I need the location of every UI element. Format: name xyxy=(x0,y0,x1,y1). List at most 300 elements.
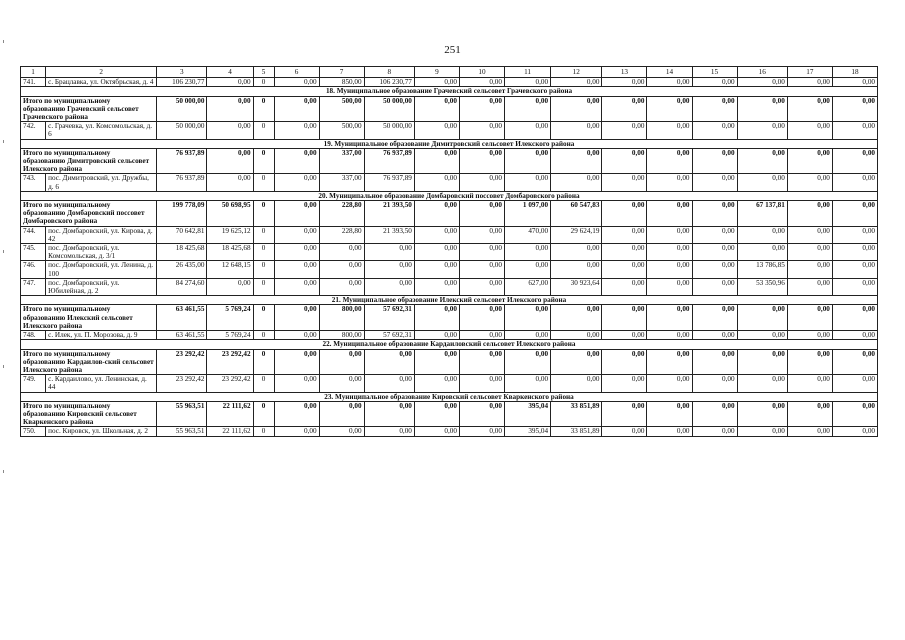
value-cell: 0,00 xyxy=(207,174,253,191)
row-index: 745. xyxy=(21,244,46,261)
value-cell: 0,00 xyxy=(551,174,602,191)
value-cell: 0,00 xyxy=(459,201,504,227)
value-cell: 0,00 xyxy=(602,278,647,295)
value-cell: 0,00 xyxy=(274,226,319,243)
margin-mark xyxy=(3,365,6,368)
row-index: 746. xyxy=(21,261,46,278)
value-cell: 0,00 xyxy=(602,122,647,139)
value-cell: 0,00 xyxy=(647,174,692,191)
column-number-header: 14 xyxy=(647,67,692,78)
value-cell: 0,00 xyxy=(692,375,737,392)
value-cell: 0,00 xyxy=(459,174,504,191)
value-cell: 0,00 xyxy=(414,96,459,122)
value-cell: 0,00 xyxy=(737,122,787,139)
value-cell: 500,00 xyxy=(319,96,364,122)
value-cell: 0,00 xyxy=(692,427,737,436)
column-number-header: 17 xyxy=(787,67,832,78)
value-cell: 0,00 xyxy=(602,96,647,122)
section-header-row xyxy=(21,340,878,349)
value-cell: 23 292,42 xyxy=(207,349,253,375)
value-cell: 0,00 xyxy=(274,78,319,87)
value-cell: 228,80 xyxy=(319,201,364,227)
subtotal-row xyxy=(21,148,878,174)
value-cell: 1 097,00 xyxy=(504,201,550,227)
value-cell: 0,00 xyxy=(832,349,877,375)
value-cell: 0,00 xyxy=(647,401,692,427)
value-cell: 0,00 xyxy=(414,122,459,139)
value-cell: 0,00 xyxy=(319,278,364,295)
value-cell: 0,00 xyxy=(364,261,414,278)
value-cell: 0,00 xyxy=(647,201,692,227)
value-cell: 0,00 xyxy=(551,122,602,139)
value-cell: 60 547,83 xyxy=(551,201,602,227)
value-cell: 0,00 xyxy=(274,427,319,436)
value-cell: 0,00 xyxy=(319,427,364,436)
value-cell: 0,00 xyxy=(647,349,692,375)
value-cell: 0,00 xyxy=(832,375,877,392)
value-cell: 106 230,77 xyxy=(157,78,207,87)
value-cell: 395,04 xyxy=(504,401,550,427)
value-cell: 0,00 xyxy=(647,122,692,139)
value-cell: 21 393,50 xyxy=(364,201,414,227)
value-cell: 76 937,89 xyxy=(157,174,207,191)
column-number-header: 7 xyxy=(319,67,364,78)
value-cell: 0,00 xyxy=(647,375,692,392)
value-cell: 0,00 xyxy=(832,244,877,261)
value-cell: 0,00 xyxy=(414,349,459,375)
value-cell: 0,00 xyxy=(647,331,692,340)
value-cell: 50 000,00 xyxy=(364,96,414,122)
value-cell: 0,00 xyxy=(274,174,319,191)
value-cell: 0,00 xyxy=(207,148,253,174)
value-cell: 57 692,31 xyxy=(364,305,414,331)
value-cell: 0,00 xyxy=(692,331,737,340)
value-cell: 0,00 xyxy=(692,244,737,261)
column-number-header: 10 xyxy=(459,67,504,78)
section-title: 18. Муниципальное образование Грачевский сельсовет Грачевского района xyxy=(21,87,878,96)
section-title: 21. Муниципальное образование Илекский сельсовет Илекского района xyxy=(21,296,878,305)
value-cell: 0,00 xyxy=(319,401,364,427)
value-cell: 0,00 xyxy=(414,226,459,243)
value-cell: 106 230,77 xyxy=(364,78,414,87)
value-cell: 0,00 xyxy=(551,331,602,340)
table-row xyxy=(21,226,878,243)
value-cell: 0,00 xyxy=(647,305,692,331)
column-number-header: 1 xyxy=(21,67,46,78)
value-cell: 0,00 xyxy=(602,244,647,261)
value-cell: 0,00 xyxy=(504,122,550,139)
value-cell: 0,00 xyxy=(274,122,319,139)
value-cell: 0,00 xyxy=(602,261,647,278)
value-cell: 0,00 xyxy=(459,122,504,139)
address-cell: пос. Домбаровский, ул. Юбилейная, д. 2 xyxy=(46,278,157,295)
value-cell: 0,00 xyxy=(414,201,459,227)
value-cell: 0,00 xyxy=(274,148,319,174)
value-cell: 0,00 xyxy=(459,427,504,436)
value-cell: 12 648,15 xyxy=(207,261,253,278)
margin-mark xyxy=(3,470,6,473)
value-cell: 0,00 xyxy=(692,226,737,243)
value-cell: 29 624,19 xyxy=(551,226,602,243)
value-cell: 0,00 xyxy=(364,244,414,261)
column-number-header: 18 xyxy=(832,67,877,78)
value-cell: 0,00 xyxy=(787,148,832,174)
value-cell: 0 xyxy=(253,349,274,375)
value-cell: 395,04 xyxy=(504,427,550,436)
column-number-header: 13 xyxy=(602,67,647,78)
value-cell: 18 425,68 xyxy=(207,244,253,261)
value-cell: 0,00 xyxy=(459,78,504,87)
margin-mark xyxy=(3,140,6,143)
value-cell: 0,00 xyxy=(692,122,737,139)
value-cell: 22 111,62 xyxy=(207,427,253,436)
value-cell: 21 393,50 xyxy=(364,226,414,243)
value-cell: 0,00 xyxy=(414,401,459,427)
value-cell: 0,00 xyxy=(647,78,692,87)
value-cell: 0,00 xyxy=(602,226,647,243)
value-cell: 0,00 xyxy=(274,96,319,122)
address-cell: с. Илек, ул. П. Морозова, д. 9 xyxy=(46,331,157,340)
address-cell: с. Кардаилово, ул. Ленинская, д. 44 xyxy=(46,375,157,392)
value-cell: 0,00 xyxy=(737,96,787,122)
value-cell: 0 xyxy=(253,226,274,243)
row-index: 742. xyxy=(21,122,46,139)
section-title: 22. Муниципальное образование Кардаиловский сельсовет Илекского района xyxy=(21,340,878,349)
value-cell: 0,00 xyxy=(459,401,504,427)
value-cell: 0 xyxy=(253,96,274,122)
value-cell: 63 461,55 xyxy=(157,331,207,340)
value-cell: 0,00 xyxy=(504,78,550,87)
value-cell: 0,00 xyxy=(551,244,602,261)
value-cell: 0,00 xyxy=(459,261,504,278)
row-index: 744. xyxy=(21,226,46,243)
column-number-header: 4 xyxy=(207,67,253,78)
subtotal-label: Итого по муниципальному образованию Домбаровский поссовет Домбаровского района xyxy=(21,201,157,227)
value-cell: 18 425,68 xyxy=(157,244,207,261)
value-cell: 0 xyxy=(253,78,274,87)
value-cell: 50 698,95 xyxy=(207,201,253,227)
value-cell: 0 xyxy=(253,122,274,139)
value-cell: 0,00 xyxy=(602,305,647,331)
value-cell: 0,00 xyxy=(647,278,692,295)
value-cell: 0,00 xyxy=(414,261,459,278)
value-cell: 0,00 xyxy=(692,96,737,122)
value-cell: 0,00 xyxy=(692,78,737,87)
section-header-row xyxy=(21,296,878,305)
value-cell: 0,00 xyxy=(787,278,832,295)
value-cell: 0,00 xyxy=(692,349,737,375)
value-cell: 0,00 xyxy=(207,278,253,295)
table-row xyxy=(21,174,878,191)
value-cell: 0,00 xyxy=(602,174,647,191)
value-cell: 0,00 xyxy=(274,349,319,375)
value-cell: 0,00 xyxy=(414,278,459,295)
value-cell: 0,00 xyxy=(737,349,787,375)
value-cell: 0,00 xyxy=(274,401,319,427)
subtotal-row xyxy=(21,349,878,375)
value-cell: 30 923,64 xyxy=(551,278,602,295)
value-cell: 0,00 xyxy=(459,349,504,375)
value-cell: 0,00 xyxy=(504,244,550,261)
value-cell: 0,00 xyxy=(647,226,692,243)
value-cell: 0,00 xyxy=(274,244,319,261)
value-cell: 76 937,89 xyxy=(364,174,414,191)
value-cell: 0,00 xyxy=(832,96,877,122)
page-number: 251 xyxy=(444,44,461,56)
row-index: 749. xyxy=(21,375,46,392)
value-cell: 23 292,42 xyxy=(207,375,253,392)
value-cell: 0,00 xyxy=(832,305,877,331)
value-cell: 0,00 xyxy=(274,305,319,331)
row-index: 747. xyxy=(21,278,46,295)
value-cell: 0,00 xyxy=(207,96,253,122)
value-cell: 0,00 xyxy=(459,244,504,261)
value-cell: 0,00 xyxy=(274,278,319,295)
value-cell: 0,00 xyxy=(504,148,550,174)
value-cell: 0,00 xyxy=(364,278,414,295)
value-cell: 13 786,85 xyxy=(737,261,787,278)
column-number-header: 3 xyxy=(157,67,207,78)
value-cell: 0,00 xyxy=(504,174,550,191)
value-cell: 0,00 xyxy=(737,305,787,331)
section-header-row xyxy=(21,191,878,200)
subtotal-label: Итого по муниципальному образованию Кировский сельсовет Кваркенского района xyxy=(21,401,157,427)
value-cell: 0,00 xyxy=(319,375,364,392)
margin-mark xyxy=(3,40,6,43)
value-cell: 0,00 xyxy=(504,96,550,122)
value-cell: 67 137,81 xyxy=(737,201,787,227)
value-cell: 0,00 xyxy=(602,148,647,174)
column-number-header: 15 xyxy=(692,67,737,78)
value-cell: 0,00 xyxy=(737,244,787,261)
value-cell: 53 350,96 xyxy=(737,278,787,295)
value-cell: 0,00 xyxy=(414,305,459,331)
value-cell: 0,00 xyxy=(832,226,877,243)
value-cell: 0,00 xyxy=(414,331,459,340)
value-cell: 0,00 xyxy=(737,148,787,174)
value-cell: 500,00 xyxy=(319,122,364,139)
value-cell: 0,00 xyxy=(319,261,364,278)
value-cell: 0,00 xyxy=(459,375,504,392)
value-cell: 57 692,31 xyxy=(364,331,414,340)
subtotal-row xyxy=(21,401,878,427)
value-cell: 50 000,00 xyxy=(157,122,207,139)
value-cell: 0,00 xyxy=(504,331,550,340)
value-cell: 0,00 xyxy=(364,375,414,392)
address-cell: пос. Домбаровский, ул. Комсомольская, д. 3/1 xyxy=(46,244,157,261)
value-cell: 0,00 xyxy=(647,96,692,122)
value-cell: 0,00 xyxy=(551,349,602,375)
value-cell: 0,00 xyxy=(692,401,737,427)
value-cell: 84 274,60 xyxy=(157,278,207,295)
value-cell: 0,00 xyxy=(274,201,319,227)
value-cell: 0,00 xyxy=(787,226,832,243)
value-cell: 55 963,51 xyxy=(157,401,207,427)
value-cell: 0,00 xyxy=(551,261,602,278)
value-cell: 0,00 xyxy=(414,427,459,436)
table-row xyxy=(21,261,878,278)
value-cell: 0,00 xyxy=(787,78,832,87)
value-cell: 0,00 xyxy=(274,261,319,278)
value-cell: 0,00 xyxy=(737,401,787,427)
address-cell: пос. Димитровский, ул. Дружбы, д. 6 xyxy=(46,174,157,191)
value-cell: 0,00 xyxy=(207,122,253,139)
column-number-header: 5 xyxy=(253,67,274,78)
table-row xyxy=(21,427,878,436)
value-cell: 0,00 xyxy=(787,401,832,427)
value-cell: 0,00 xyxy=(459,278,504,295)
value-cell: 800,00 xyxy=(319,305,364,331)
value-cell: 0 xyxy=(253,148,274,174)
value-cell: 0,00 xyxy=(737,226,787,243)
column-number-header: 6 xyxy=(274,67,319,78)
column-number-header: 16 xyxy=(737,67,787,78)
value-cell: 23 292,42 xyxy=(157,349,207,375)
section-header-row xyxy=(21,392,878,401)
value-cell: 0,00 xyxy=(787,375,832,392)
value-cell: 0,00 xyxy=(504,375,550,392)
value-cell: 0,00 xyxy=(602,401,647,427)
value-cell: 0 xyxy=(253,331,274,340)
value-cell: 0,00 xyxy=(692,174,737,191)
section-title: 20. Муниципальное образование Домбаровский поссовет Домбаровского района xyxy=(21,191,878,200)
value-cell: 0,00 xyxy=(787,331,832,340)
value-cell: 5 769,24 xyxy=(207,305,253,331)
value-cell: 0 xyxy=(253,305,274,331)
value-cell: 0 xyxy=(253,174,274,191)
value-cell: 0,00 xyxy=(692,261,737,278)
value-cell: 0,00 xyxy=(832,148,877,174)
subtotal-label: Итого по муниципальному образованию Илекский сельсовет Илекского района xyxy=(21,305,157,331)
value-cell: 5 769,24 xyxy=(207,331,253,340)
section-title: 23. Муниципальное образование Кировский сельсовет Кваркенского района xyxy=(21,392,878,401)
table-row xyxy=(21,375,878,392)
value-cell: 0,00 xyxy=(737,331,787,340)
value-cell: 0,00 xyxy=(692,305,737,331)
value-cell: 0,00 xyxy=(692,148,737,174)
column-number-header: 11 xyxy=(504,67,550,78)
row-index: 743. xyxy=(21,174,46,191)
value-cell: 470,00 xyxy=(504,226,550,243)
subtotal-row xyxy=(21,96,878,122)
row-index: 748. xyxy=(21,331,46,340)
row-index: 750. xyxy=(21,427,46,436)
value-cell: 0,00 xyxy=(832,427,877,436)
value-cell: 0,00 xyxy=(459,305,504,331)
register-table xyxy=(20,66,878,437)
value-cell: 0,00 xyxy=(737,78,787,87)
table-row xyxy=(21,278,878,295)
value-cell: 0,00 xyxy=(602,331,647,340)
value-cell: 23 292,42 xyxy=(157,375,207,392)
value-cell: 26 435,00 xyxy=(157,261,207,278)
value-cell: 63 461,55 xyxy=(157,305,207,331)
value-cell: 55 963,51 xyxy=(157,427,207,436)
subtotal-label: Итого по муниципальному образованию Димитровский сельсовет Илекского района xyxy=(21,148,157,174)
value-cell: 33 851,89 xyxy=(551,427,602,436)
column-number-header: 12 xyxy=(551,67,602,78)
value-cell: 0,00 xyxy=(414,375,459,392)
value-cell: 0,00 xyxy=(504,305,550,331)
value-cell: 0,00 xyxy=(647,244,692,261)
value-cell: 337,00 xyxy=(319,174,364,191)
value-cell: 0,00 xyxy=(414,174,459,191)
value-cell: 0,00 xyxy=(787,261,832,278)
column-number-header: 8 xyxy=(364,67,414,78)
column-number-header: 9 xyxy=(414,67,459,78)
value-cell: 0,00 xyxy=(787,349,832,375)
value-cell: 0,00 xyxy=(832,122,877,139)
value-cell: 0,00 xyxy=(207,78,253,87)
value-cell: 0,00 xyxy=(602,375,647,392)
value-cell: 228,80 xyxy=(319,226,364,243)
value-cell: 0,00 xyxy=(832,78,877,87)
section-header-row xyxy=(21,87,878,96)
value-cell: 0,00 xyxy=(647,427,692,436)
value-cell: 76 937,89 xyxy=(157,148,207,174)
value-cell: 19 625,12 xyxy=(207,226,253,243)
value-cell: 0 xyxy=(253,278,274,295)
subtotal-row xyxy=(21,305,878,331)
value-cell: 0,00 xyxy=(504,261,550,278)
value-cell: 0,00 xyxy=(319,349,364,375)
value-cell: 627,00 xyxy=(504,278,550,295)
value-cell: 0,00 xyxy=(364,427,414,436)
value-cell: 0,00 xyxy=(647,148,692,174)
value-cell: 0,00 xyxy=(832,331,877,340)
value-cell: 50 000,00 xyxy=(157,96,207,122)
value-cell: 0,00 xyxy=(551,148,602,174)
value-cell: 199 778,09 xyxy=(157,201,207,227)
value-cell: 33 851,89 xyxy=(551,401,602,427)
value-cell: 0,00 xyxy=(832,174,877,191)
value-cell: 0 xyxy=(253,427,274,436)
value-cell: 0 xyxy=(253,244,274,261)
value-cell: 0,00 xyxy=(832,201,877,227)
value-cell: 0,00 xyxy=(459,331,504,340)
value-cell: 0,00 xyxy=(787,305,832,331)
value-cell: 850,00 xyxy=(319,78,364,87)
value-cell: 76 937,89 xyxy=(364,148,414,174)
value-cell: 0,00 xyxy=(787,244,832,261)
margin-mark xyxy=(3,250,6,253)
value-cell: 0,00 xyxy=(551,78,602,87)
value-cell: 0,00 xyxy=(459,148,504,174)
value-cell: 0,00 xyxy=(602,78,647,87)
value-cell: 0,00 xyxy=(274,375,319,392)
value-cell: 0,00 xyxy=(551,375,602,392)
value-cell: 0,00 xyxy=(832,401,877,427)
value-cell: 0,00 xyxy=(737,375,787,392)
value-cell: 0,00 xyxy=(459,96,504,122)
subtotal-label: Итого по муниципальному образованию Грачевский сельсовет Грачевского района xyxy=(21,96,157,122)
value-cell: 0,00 xyxy=(787,174,832,191)
value-cell: 0,00 xyxy=(787,201,832,227)
subtotal-label: Итого по муниципальному образованию Кардаилов-ский сельсовет Илекского района xyxy=(21,349,157,375)
table-body xyxy=(21,67,878,437)
value-cell: 0,00 xyxy=(832,261,877,278)
value-cell: 0,00 xyxy=(414,244,459,261)
address-cell: пос. Домбаровский, ул. Кирова, д. 42 xyxy=(46,226,157,243)
value-cell: 0,00 xyxy=(787,122,832,139)
value-cell: 50 000,00 xyxy=(364,122,414,139)
value-cell: 70 642,81 xyxy=(157,226,207,243)
value-cell: 0 xyxy=(253,261,274,278)
value-cell: 0 xyxy=(253,201,274,227)
address-cell: пос. Кировск, ул. Школьная, д. 2 xyxy=(46,427,157,436)
value-cell: 0,00 xyxy=(602,427,647,436)
address-cell: с. Грачевка, ул. Комсомольская, д. 6 xyxy=(46,122,157,139)
